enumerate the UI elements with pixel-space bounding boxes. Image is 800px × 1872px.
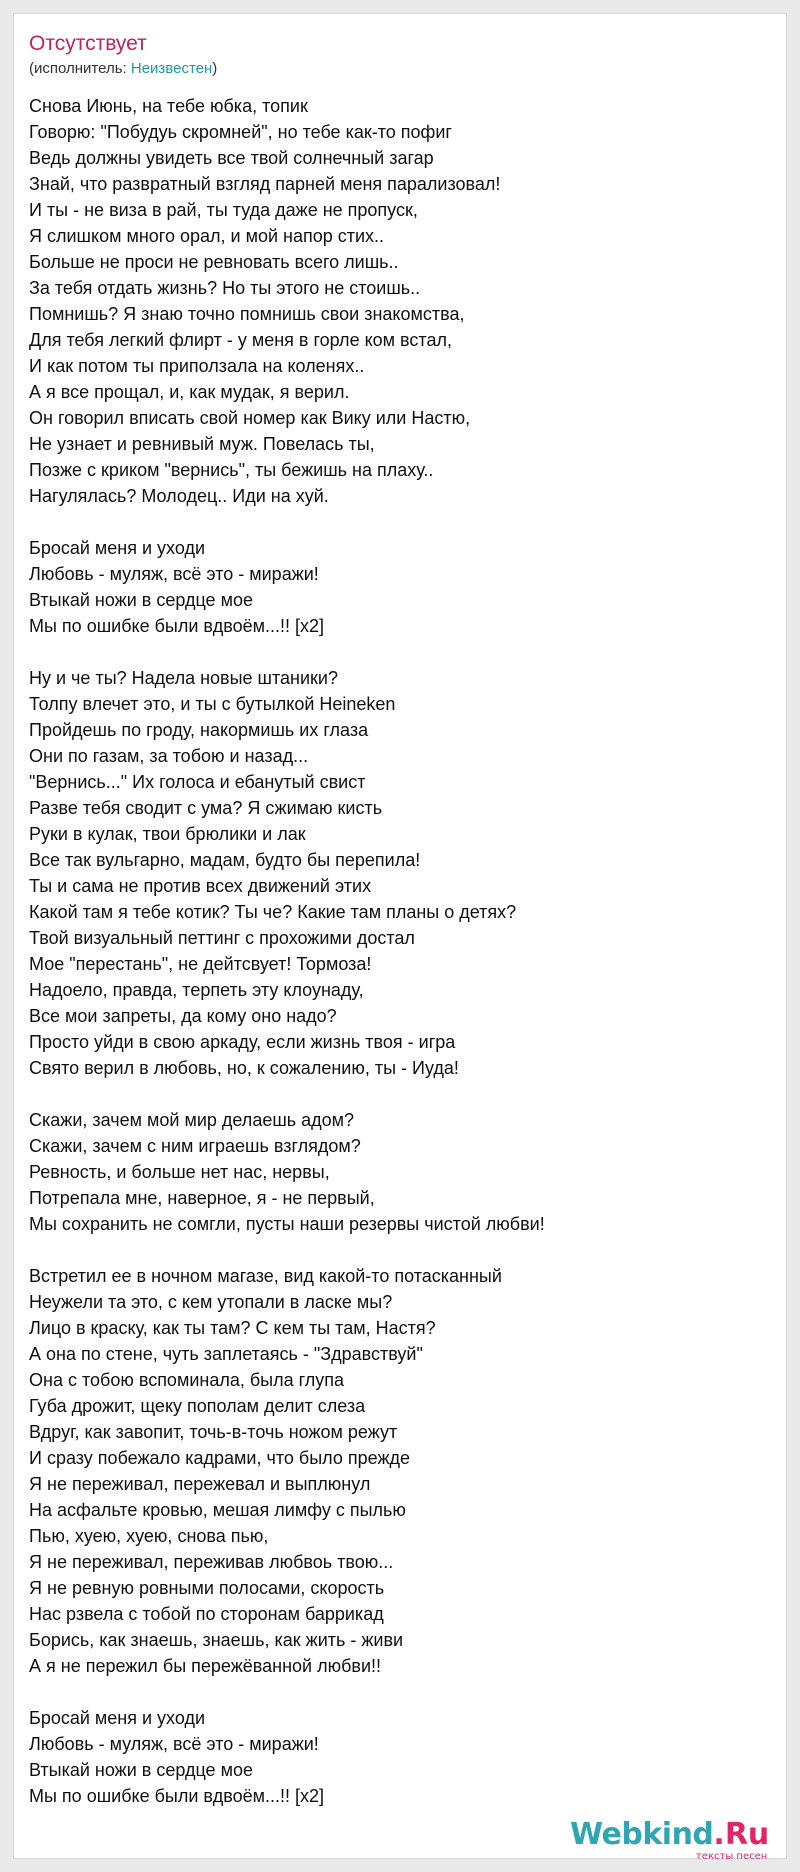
- lyrics-line: Я не переживал, переживав любвоь твою...: [29, 1552, 394, 1572]
- lyrics-line: Не узнает и ревнивый муж. Повелась ты,: [29, 434, 375, 454]
- lyrics-line: Снова Июнь, на тебе юбка, топик: [29, 96, 308, 116]
- lyrics-line: Она с тобою вспоминала, была глупа: [29, 1370, 345, 1390]
- lyrics-line: Позже с криком "вернись", ты бежишь на плаху..: [29, 460, 434, 480]
- logo-tagline: тексты песен: [695, 1851, 768, 1862]
- lyrics-line: Борись, как знаешь, знаешь, как жить - живи: [29, 1630, 404, 1650]
- lyrics-line: Потрепала мне, наверное, я - не первый,: [29, 1188, 375, 1208]
- lyrics-line: Губа дрожит, щеку пополам делит слеза: [29, 1396, 366, 1416]
- lyrics-blank-line: [29, 509, 749, 535]
- lyrics-line: Мы по ошибке были вдвоём...!! [x2]: [29, 616, 325, 636]
- artist-link[interactable]: Неизвестен: [130, 60, 213, 77]
- lyrics-line: Все так вульгарно, мадам, будто бы перепила!: [29, 850, 421, 870]
- lyrics-line: Любовь - муляж, всё это - миражи!: [29, 564, 319, 584]
- artist-line: [29, 60, 217, 78]
- lyrics-body: [29, 93, 749, 1809]
- lyrics-line: И сразу побежало кадрами, что было прежде: [29, 1448, 411, 1468]
- lyrics-line: Больше не проси не ревновать всего лишь..: [29, 252, 399, 272]
- lyrics-line: Разве тебя сводит с ума? Я сжимаю кисть: [29, 798, 383, 818]
- lyrics-line: А я не пережил бы пережёванной любви!!: [29, 1656, 382, 1676]
- lyrics-line: Я не ревную ровными полосами, скорость: [29, 1578, 385, 1598]
- lyrics-line: Лицо в краску, как ты там? С кем ты там, Настя?: [29, 1318, 436, 1338]
- lyrics-line: А я все прощал, и, как мудак, я верил.: [29, 382, 350, 402]
- lyrics-line: Вдруг, как завопит, точь-в-точь ножом режут: [29, 1422, 398, 1442]
- lyrics-line: Просто уйди в свою аркаду, если жизнь твоя - игра: [29, 1032, 456, 1052]
- lyrics-blank-line: [29, 639, 749, 665]
- lyrics-line: Скажи, зачем мой мир делаешь адом?: [29, 1110, 355, 1130]
- lyrics-line: Нагулялась? Молодец.. Иди на хуй.: [29, 486, 329, 506]
- site-logo[interactable]: [570, 1817, 770, 1862]
- lyrics-line: Руки в кулак, твои брюлики и лак: [29, 824, 306, 844]
- lyrics-line: "Вернись..." Их голоса и ебанутый свист: [29, 772, 366, 792]
- logo-brand: Webkind: [570, 1817, 714, 1852]
- lyrics-line: Помнишь? Я знаю точно помнишь свои знакомства,: [29, 304, 465, 324]
- lyrics-line: Свято верил в любовь, но, к сожалению, ты - Иуда!: [29, 1058, 459, 1078]
- lyrics-line: Скажи, зачем с ним играешь взглядом?: [29, 1136, 361, 1156]
- song-title: Отсутствует: [29, 32, 147, 55]
- lyrics-line: Встретил ее в ночном магазе, вид какой-то потасканный: [29, 1266, 502, 1286]
- lyrics-line: Неужели та это, с кем утопали в ласке мы?: [29, 1292, 393, 1312]
- lyrics-line: За тебя отдать жизнь? Но ты этого не стоишь..: [29, 278, 421, 298]
- lyrics-line: Пройдешь по гроду, накормишь их глаза: [29, 720, 369, 740]
- lyrics-line: Мое "перестань", не дейтсвует! Тормоза!: [29, 954, 372, 974]
- lyrics-line: Бросай меня и уходи: [29, 538, 206, 558]
- lyrics-line: Надоело, правда, терпеть эту клоунаду,: [29, 980, 364, 1000]
- lyrics-line: Я слишком много орал, и мой напор стих..: [29, 226, 385, 246]
- lyrics-line: Втыкай ножи в сердце мое: [29, 590, 253, 610]
- artist-prefix: (исполнитель:: [29, 60, 131, 77]
- lyrics-line: Ревность, и больше нет нас, нервы,: [29, 1162, 330, 1182]
- lyrics-line: Ты и сама не против всех движений этих: [29, 876, 372, 896]
- lyrics-line: Толпу влечет это, и ты с бутылкой Heineken: [29, 694, 396, 714]
- lyrics-blank-line: [29, 1237, 749, 1263]
- lyrics-line: Я не переживал, пережевал и выплюнул: [29, 1474, 371, 1494]
- lyrics-line: Мы по ошибке были вдвоём...!! [x2]: [29, 1786, 325, 1806]
- logo-tld: .Ru: [713, 1817, 770, 1852]
- lyrics-line: Бросай меня и уходи: [29, 1708, 206, 1728]
- lyrics-line: А она по стене, чуть заплетаясь - "Здравствуй": [29, 1344, 423, 1364]
- lyrics-line: На асфальте кровью, мешая лимфу с пылью: [29, 1500, 406, 1520]
- lyrics-line: Он говорил вписать свой номер как Вику или Настю,: [29, 408, 471, 428]
- lyrics-line: Любовь - муляж, всё это - миражи!: [29, 1734, 319, 1754]
- lyrics-line: Какой там я тебе котик? Ты че? Какие там планы о детях?: [29, 902, 517, 922]
- artist-suffix: ): [212, 60, 218, 77]
- lyrics-blank-line: [29, 1081, 749, 1107]
- lyrics-blank-line: [29, 1679, 749, 1705]
- lyrics-line: Мы сохранить не сомгли, пусты наши резервы чистой любви!: [29, 1214, 545, 1234]
- lyrics-line: И как потом ты приползала на коленях..: [29, 356, 365, 376]
- lyrics-line: Пью, хуею, хуею, снова пью,: [29, 1526, 269, 1546]
- lyrics-line: Для тебя легкий флирт - у меня в горле ком встал,: [29, 330, 452, 350]
- lyrics-line: Ведь должны увидеть все твой солнечный загар: [29, 148, 434, 168]
- lyrics-line: И ты - не виза в рай, ты туда даже не пропуск,: [29, 200, 418, 220]
- lyrics-line: Ну и че ты? Надела новые штаники?: [29, 668, 338, 688]
- lyrics-line: Знай, что развратный взгляд парней меня парализовал!: [29, 174, 501, 194]
- lyrics-line: Они по газам, за тобою и назад...: [29, 746, 309, 766]
- lyrics-line: Твой визуальный петтинг с прохожими достал: [29, 928, 415, 948]
- lyrics-line: Говорю: "Побудуь скромней", но тебе как-то пофиг: [29, 122, 452, 142]
- lyrics-line: Втыкай ножи в сердце мое: [29, 1760, 253, 1780]
- lyrics-line: Все мои запреты, да кому оно надо?: [29, 1006, 337, 1026]
- lyrics-line: Нас рзвела с тобой по сторонам баррикад: [29, 1604, 384, 1624]
